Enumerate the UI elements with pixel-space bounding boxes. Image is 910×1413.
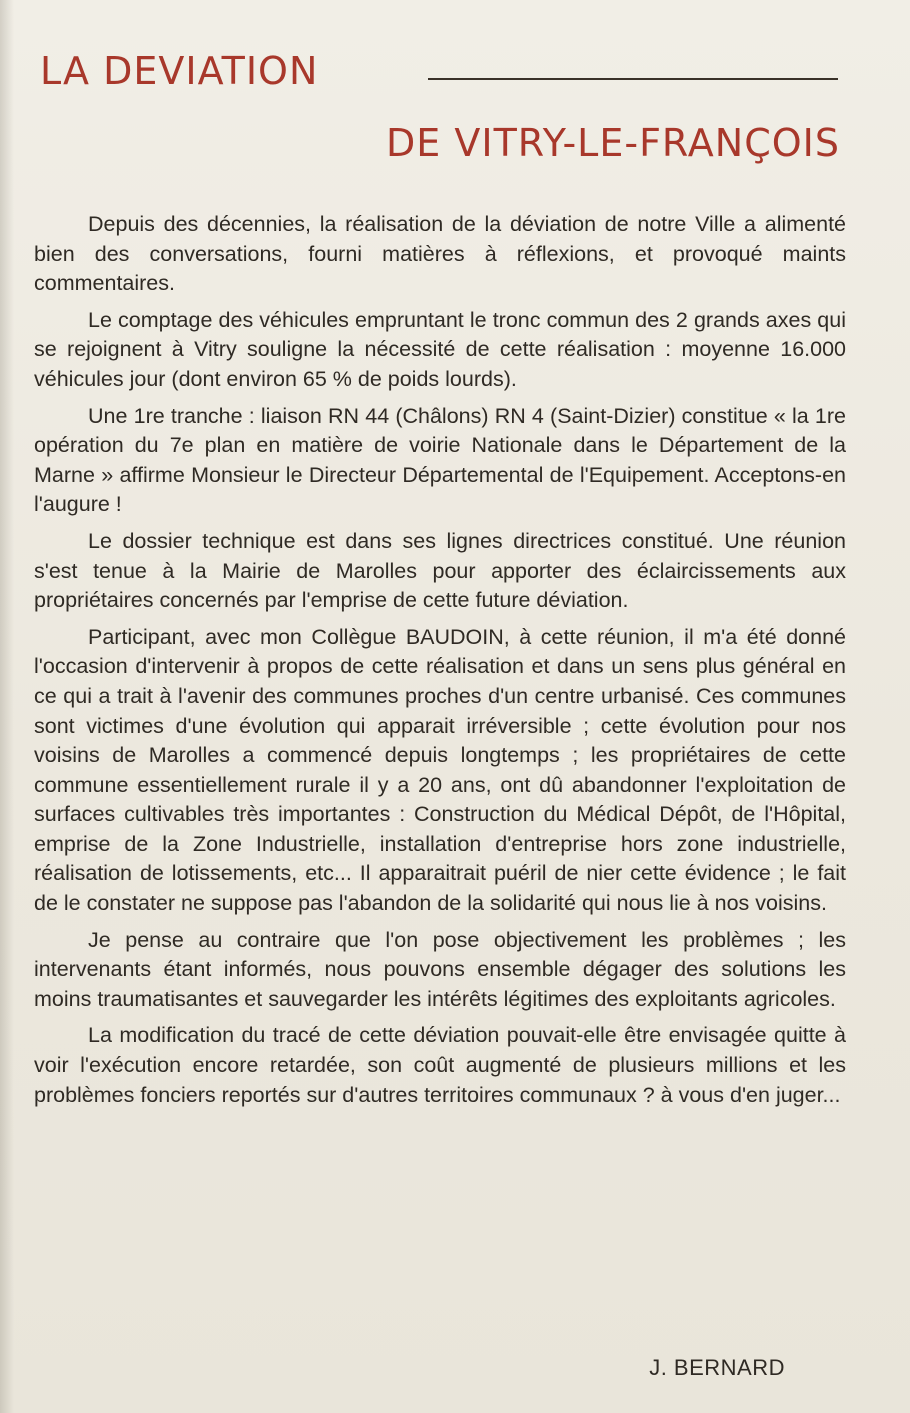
- paragraph: Participant, avec mon Collègue BAUDOIN, à cette réunion, il m'a été donné l'occasion d'intervenir à propos de cette réalisation et dans un sens plus général en ce qui a trait à l'avenir des communes proches d'un centre urbanisé. Ces communes sont victimes d'une évolution qui apparait irréversible ; cette évolution pour nos voisins de Marolles a commencé depuis longtemps ; les propriétaires de cette commune essentiellement rurale il y a 20 ans, ont dû abandonner l'exploitation de surfaces cultivables très importantes : Construction du Médical Dépôt, de l'Hôpital, emprise de la Zone Industrielle, installation d'entreprise hors zone industrielle, réalisation de lotissements, etc... Il apparaitrait puéril de nier cette évidence ; le fait de le constater ne suppose pas l'abandon de la solidarité qui nous lie à nos voisins.: [34, 624, 846, 916]
- title-line-1: LA DEVIATION: [40, 49, 319, 93]
- paragraph: Le comptage des véhicules empruntant le tronc commun des 2 grands axes qui se rejoignent à Vitry souligne la nécessité de cette réalisation : moyenne 16.000 véhicules jour (dont environ 65 % de poids lourds).: [34, 307, 846, 391]
- title-line-2: DE VITRY-LE-FRANÇOIS: [386, 121, 840, 165]
- title-rule: [428, 78, 838, 80]
- paragraph: Le dossier technique est dans ses lignes directrices constitué. Une réunion s'est tenue à la Mairie de Marolles pour apporter des éclaircissements aux propriétaires concernés par l'emprise de cette future déviation.: [34, 528, 846, 613]
- paragraph: Je pense au contraire que l'on pose objectivement les problèmes ; les intervenants étant informés, nous pouvons ensemble dégager des solutions les moins traumatisantes et sauvegarder les intérêts légitimes des exploitants agricoles.: [34, 927, 846, 1011]
- paragraph: La modification du tracé de cette déviation pouvait-elle être envisagée quitte à voir l'exécution encore retardée, son coût augmenté de plusieurs millions et les problèmes fonciers reportés sur d'autres territoires communaux ? à vous d'en juger...: [34, 1023, 846, 1107]
- paragraph: Une 1re tranche : liaison RN 44 (Châlons) RN 4 (Saint-Dizier) constitue « la 1re opération du 7e plan en matière de voirie Nationale dans le Département de la Marne » affirme Monsieur le Directeur Départemental de l'Equipement. Acceptons-en l'augure !: [34, 403, 846, 517]
- author-signature: J. BERNARD: [649, 1355, 785, 1380]
- article-body: [34, 210, 846, 1117]
- page-edge-shadow: [0, 0, 14, 1413]
- paragraph: Depuis des décennies, la réalisation de la déviation de notre Ville a alimenté bien des conversations, fourni matières à réflexions, et provoqué maints commentaires.: [34, 212, 846, 296]
